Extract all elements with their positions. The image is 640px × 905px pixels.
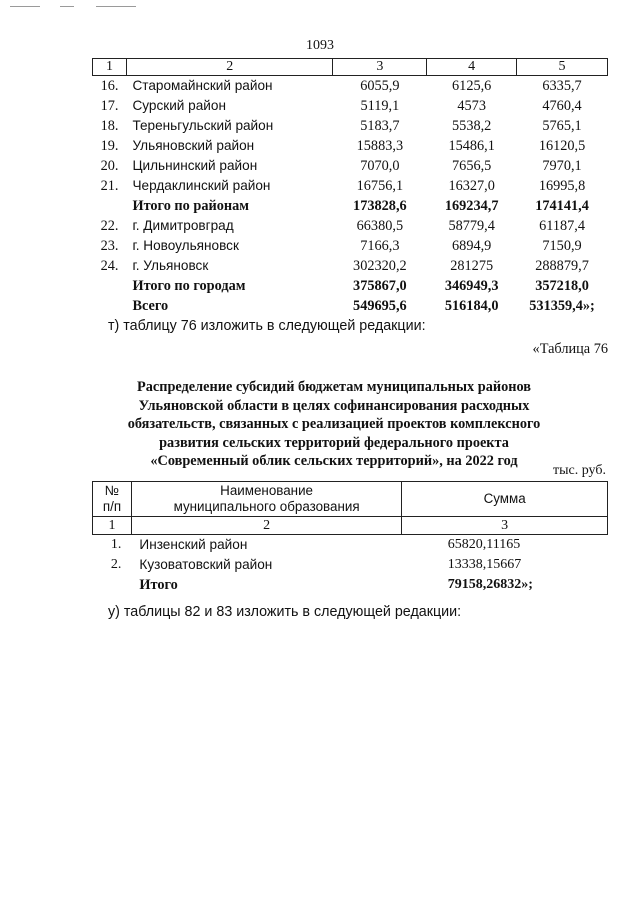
- value-col5: 357218,0: [535, 278, 589, 294]
- page-number: 1093: [306, 38, 334, 53]
- value-col5: 4760,4: [542, 98, 582, 114]
- paragraph-u: у) таблицы 82 и 83 изложить в следующей редакции:: [108, 604, 462, 620]
- title-line: Ульяновской области в целях софинансирования расходных: [138, 397, 530, 414]
- table-row: [93, 136, 608, 156]
- municipality-name: г. Димитровград: [132, 218, 234, 233]
- municipality-name: г. Ульяновск: [132, 258, 209, 273]
- value-col5: 16120,5: [538, 138, 586, 154]
- municipality-name: Чердаклинский район: [132, 178, 271, 193]
- value-col5: 174141,4: [535, 198, 589, 214]
- sum-value: 65820,11165: [447, 537, 521, 552]
- value-col3: 66380,5: [356, 218, 404, 234]
- municipality-name: Старомайнский район: [132, 78, 273, 93]
- title-line: «Современный облик сельских территорий», на 2022 год: [150, 453, 518, 469]
- value-col4: 15486,1: [448, 138, 495, 154]
- table-row: [93, 176, 608, 196]
- table-row: [93, 76, 608, 97]
- row-number: 21.: [100, 178, 119, 194]
- column-index: 4: [427, 59, 517, 76]
- value-col5: 531359,4»;: [529, 298, 595, 314]
- municipality-name: Тереньгульский район: [132, 118, 274, 133]
- value-col3: 6055,9: [360, 78, 400, 94]
- value-col5: 6335,7: [542, 78, 582, 94]
- table-row: [93, 156, 608, 176]
- value-col5: 7150,9: [542, 238, 582, 254]
- header-number: № п/п: [93, 482, 132, 517]
- value-col4: 6125,6: [452, 78, 492, 94]
- value-col3: 5119,1: [360, 98, 400, 114]
- value-col3: 7070,0: [360, 158, 400, 174]
- municipality-name: Кузоватовский район: [139, 557, 273, 572]
- value-col5: 5765,1: [542, 118, 582, 134]
- total-row: [93, 276, 608, 296]
- value-col3: 16756,1: [356, 178, 404, 194]
- value-col4: 346949,3: [444, 278, 499, 294]
- value-col3: 549695,6: [353, 298, 407, 314]
- value-col4: 16327,0: [448, 178, 495, 194]
- value-col5: 61187,4: [539, 218, 586, 234]
- value-col4: 4573: [457, 98, 486, 114]
- municipality-name: Всего: [132, 298, 169, 314]
- value-col4: 6894,9: [452, 238, 492, 254]
- total-row: [93, 575, 608, 595]
- table-row: [93, 116, 608, 136]
- value-col4: 58779,4: [448, 218, 495, 234]
- title-line: обязательств, связанных с реализацией проектов комплексного: [127, 416, 541, 432]
- paragraph-t: т) таблицу 76 изложить в следующей редакции:: [108, 318, 426, 334]
- row-number: 22.: [100, 218, 119, 234]
- table-row: [93, 535, 608, 556]
- title-line: развития сельских территорий федерального проекта: [159, 434, 509, 451]
- table-label: «Таблица 76: [532, 341, 608, 357]
- row-number: 18.: [100, 118, 119, 134]
- table-row: [93, 256, 608, 276]
- subsidy-table-76: [92, 481, 608, 595]
- row-number: 20.: [100, 158, 119, 174]
- column-index: 3: [333, 59, 427, 76]
- column-index: 2: [126, 59, 333, 76]
- row-number: 19.: [100, 138, 119, 154]
- table-title: [100, 378, 568, 471]
- column-index: 3: [402, 517, 608, 535]
- row-number: [93, 196, 127, 216]
- table-row: [93, 236, 608, 256]
- value-col3: 375867,0: [353, 278, 407, 294]
- municipality-name: Итого по городам: [132, 278, 246, 294]
- row-number: [93, 276, 127, 296]
- column-index: 1: [93, 517, 132, 535]
- unit-label: тыс. руб.: [553, 463, 606, 478]
- row-number: [93, 296, 127, 316]
- table-row: [93, 96, 608, 116]
- total-sum: 79158,26832»;: [447, 577, 533, 592]
- row-number: 24.: [100, 258, 119, 274]
- value-col4: 5538,2: [452, 118, 492, 134]
- table-row: [93, 216, 608, 236]
- value-col4: 169234,7: [444, 198, 499, 214]
- row-number: 16.: [100, 78, 119, 94]
- total-label: Итого: [139, 577, 178, 593]
- total-row: [93, 296, 608, 316]
- row-number: 23.: [100, 238, 119, 254]
- column-index: 1: [93, 59, 127, 76]
- subsidy-table-continuation: [92, 58, 608, 316]
- value-col5: 7970,1: [542, 158, 582, 174]
- municipality-name: Ульяновский район: [132, 138, 255, 153]
- row-number: 17.: [100, 98, 119, 114]
- value-col4: 281275: [450, 258, 494, 274]
- header-sum: Сумма: [402, 482, 608, 517]
- value-col3: 302320,2: [353, 258, 407, 274]
- column-index: 5: [517, 59, 608, 76]
- scan-artifact: [10, 6, 40, 7]
- row-number: 1.: [110, 537, 122, 552]
- municipality-name: Сурский район: [132, 98, 226, 113]
- title-line: Распределение субсидий бюджетам муниципальных районов: [136, 379, 531, 395]
- row-number: [93, 575, 132, 595]
- table-row: [93, 555, 608, 575]
- value-col5: 288879,7: [535, 258, 589, 274]
- column-index: 2: [131, 517, 401, 535]
- value-col4: 516184,0: [444, 298, 499, 314]
- value-col3: 15883,3: [356, 138, 404, 154]
- table-header-row: [93, 482, 608, 517]
- scan-artifact: [96, 6, 136, 7]
- value-col3: 5183,7: [360, 118, 400, 134]
- header-name: Наименование муниципального образования: [131, 482, 401, 517]
- value-col4: 7656,5: [452, 158, 492, 174]
- municipality-name: Цильнинский район: [132, 158, 258, 173]
- municipality-name: г. Новоульяновск: [132, 238, 239, 253]
- table-index-row: [93, 517, 608, 535]
- value-col5: 16995,8: [538, 178, 586, 194]
- municipality-name: Инзенский район: [139, 537, 248, 552]
- value-col3: 173828,6: [353, 198, 407, 214]
- total-row: [93, 196, 608, 216]
- table-header-row: [93, 59, 608, 76]
- sum-value: 13338,15667: [447, 557, 522, 572]
- municipality-name: Итого по районам: [132, 198, 249, 214]
- value-col3: 7166,3: [360, 238, 400, 254]
- scan-artifact: [60, 6, 74, 7]
- row-number: 2.: [110, 557, 122, 572]
